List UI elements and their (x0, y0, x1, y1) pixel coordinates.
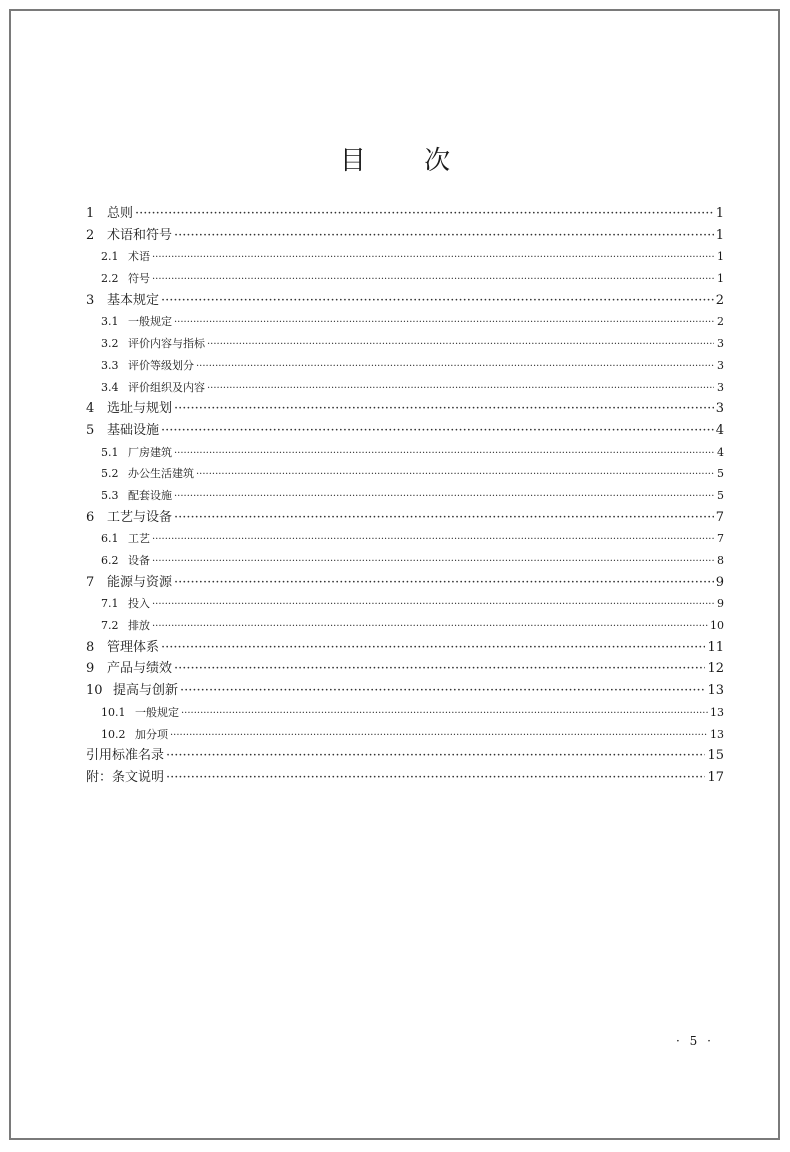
toc-entry-label: 评价内容与指标 (128, 337, 205, 351)
toc-entry-page: 13 (710, 705, 724, 719)
toc-entry[interactable] (86, 593, 724, 615)
toc-entry-number: 7.1 (101, 597, 119, 611)
dot-leader (207, 377, 714, 400)
toc-entry-number: 2 (86, 227, 95, 243)
toc-entry-label: 引用标准名录 (86, 748, 165, 764)
toc-entry-page: 1 (715, 206, 724, 221)
toc-entry-number: 9 (86, 661, 95, 677)
toc-entry[interactable] (86, 355, 724, 377)
toc-entry[interactable] (86, 550, 724, 572)
toc-entry-page: 15 (707, 748, 724, 764)
toc-entry-label: 管理体系 (107, 639, 160, 655)
toc-entry-label: 配套设施 (128, 488, 172, 502)
toc-entry[interactable] (86, 637, 724, 659)
toc-entry-page: 1 (715, 227, 724, 243)
toc-entry-number: 5.2 (101, 467, 119, 481)
toc-entry[interactable] (86, 333, 724, 355)
dot-leader (174, 225, 714, 247)
toc-entry-page: 2 (715, 292, 724, 308)
toc-entry[interactable] (86, 702, 724, 724)
dot-leader (207, 333, 714, 356)
toc-entry-label: 术语 (128, 250, 150, 264)
toc-entry-number: 6 (86, 509, 95, 525)
title-char-2: 次 (424, 146, 451, 176)
toc-entry-number: 3 (86, 292, 95, 308)
toc-entry-page: 2 (717, 315, 724, 329)
toc-entry-label: 设备 (128, 554, 150, 567)
page-number: · 5 · (676, 1034, 714, 1048)
dot-leader (174, 658, 705, 680)
toc-entry-number: 7 (86, 574, 95, 590)
toc-entry[interactable] (86, 572, 724, 594)
toc-entry-number: 5.3 (101, 488, 119, 502)
toc-entry[interactable] (86, 528, 724, 550)
toc-entry-page: 3 (717, 337, 724, 351)
toc-entry[interactable] (86, 420, 724, 442)
toc-entry-page: 10 (710, 619, 724, 633)
toc-entry-label: 总则 (107, 206, 134, 221)
toc-entry-label: 投入 (128, 597, 150, 611)
toc-entry-page: 3 (717, 380, 724, 394)
toc-entry[interactable] (86, 507, 724, 529)
toc-entry-page: 4 (717, 445, 724, 459)
toc-entry-page: 1 (717, 250, 724, 264)
toc-entry-number: 3.1 (101, 315, 119, 329)
dot-leader (152, 246, 714, 269)
toc-entry-label: 附：条文说明 (86, 769, 165, 785)
title-char-1: 目 (339, 146, 366, 176)
dot-leader (174, 442, 714, 465)
toc-entry-number: 3.2 (101, 337, 119, 351)
toc-entry-label: 评价组织及内容 (128, 380, 205, 394)
toc-entry-page: 7 (717, 532, 724, 546)
dot-leader (152, 268, 714, 291)
toc-entry-number: 10.2 (101, 727, 126, 741)
dot-leader (174, 311, 714, 334)
dot-leader (196, 355, 714, 378)
toc-entry[interactable] (86, 290, 724, 312)
toc-entry-label: 排放 (128, 619, 150, 633)
toc-entry-number: 10 (86, 683, 103, 699)
toc-entry-label: 术语和符号 (107, 227, 173, 243)
toc-entry[interactable] (86, 680, 724, 702)
toc-entry[interactable] (86, 268, 724, 290)
toc-entry[interactable] (86, 724, 724, 746)
toc-entry-page: 11 (707, 639, 724, 655)
dot-leader (174, 507, 714, 529)
toc-entry[interactable] (86, 767, 724, 789)
toc-entry[interactable] (86, 246, 724, 268)
dot-leader (152, 615, 708, 638)
toc-entry-label: 办公生活建筑 (128, 467, 194, 481)
toc-entry[interactable] (86, 745, 724, 767)
toc-entry-label: 基本规定 (107, 292, 160, 308)
toc-entry-number: 2.1 (101, 250, 119, 264)
toc-entry-page: 9 (717, 597, 724, 611)
dot-leader (174, 398, 714, 420)
toc-entry-label: 符号 (128, 272, 150, 286)
table-of-contents (86, 203, 724, 789)
toc-entry-label: 一般规定 (128, 315, 172, 329)
dot-leader (181, 702, 708, 725)
toc-entry-label: 选址与规划 (107, 401, 173, 417)
toc-entry[interactable] (86, 398, 724, 420)
toc-entry[interactable] (86, 658, 724, 680)
toc-entry-number: 4 (86, 401, 95, 417)
dot-leader (135, 203, 714, 225)
toc-entry-number: 6.1 (101, 532, 119, 546)
toc-entry[interactable] (86, 225, 724, 247)
dot-leader (152, 528, 714, 551)
dot-leader (174, 485, 714, 508)
toc-entry-page: 5 (717, 467, 724, 481)
dot-leader (170, 724, 708, 747)
toc-entry[interactable] (86, 203, 724, 225)
toc-entry-label: 评价等级划分 (128, 358, 194, 372)
dot-leader (166, 767, 705, 789)
dot-leader (174, 572, 714, 594)
dot-leader (161, 637, 705, 659)
dot-leader (161, 290, 714, 312)
toc-entry-page: 12 (707, 661, 724, 677)
toc-entry-page: 3 (715, 401, 724, 417)
toc-entry[interactable] (86, 377, 724, 399)
toc-entry-number: 6.2 (101, 554, 119, 567)
dot-leader (166, 745, 705, 767)
dot-leader (161, 420, 714, 442)
toc-entry-number: 7.2 (101, 619, 119, 633)
toc-entry-label: 提高与创新 (113, 683, 179, 699)
toc-entry-label: 能源与资源 (107, 574, 173, 590)
dot-leader (152, 593, 714, 616)
toc-entry-label: 工艺与设备 (107, 509, 173, 525)
toc-entry-number: 5.1 (101, 445, 119, 459)
dot-leader (196, 463, 714, 486)
toc-entry-label: 厂房建筑 (128, 445, 172, 459)
toc-entry-page: 4 (715, 422, 724, 438)
toc-entry-number: 10.1 (101, 705, 126, 719)
toc-entry-page: 1 (717, 272, 724, 286)
dot-leader (180, 680, 705, 702)
toc-entry-page: 13 (710, 727, 724, 741)
toc-entry-page: 7 (715, 509, 724, 525)
toc-entry[interactable] (86, 463, 724, 485)
toc-entry-number: 1 (86, 206, 95, 221)
toc-entry-number: 8 (86, 639, 95, 655)
toc-entry[interactable] (86, 311, 724, 333)
toc-entry-number: 3.3 (101, 358, 119, 372)
toc-entry-page: 17 (707, 769, 724, 785)
toc-entry[interactable] (86, 615, 724, 637)
toc-entry-number: 2.2 (101, 272, 119, 286)
dot-leader (152, 550, 714, 573)
toc-entry-page: 3 (717, 358, 724, 372)
toc-entry-page: 13 (707, 683, 724, 699)
toc-entry-number: 3.4 (101, 380, 119, 394)
toc-entry-number: 5 (86, 422, 95, 438)
toc-entry-page: 8 (717, 554, 724, 567)
toc-entry-page: 5 (717, 488, 724, 502)
toc-entry-label: 一般规定 (135, 705, 179, 719)
toc-entry-label: 工艺 (128, 532, 150, 546)
toc-entry-label: 加分项 (135, 727, 168, 741)
page-title (0, 140, 790, 177)
toc-entry-page: 9 (715, 574, 724, 590)
toc-entry-label: 基础设施 (107, 422, 160, 438)
toc-entry[interactable] (86, 442, 724, 464)
toc-entry[interactable] (86, 485, 724, 507)
toc-entry-label: 产品与绩效 (107, 661, 173, 677)
